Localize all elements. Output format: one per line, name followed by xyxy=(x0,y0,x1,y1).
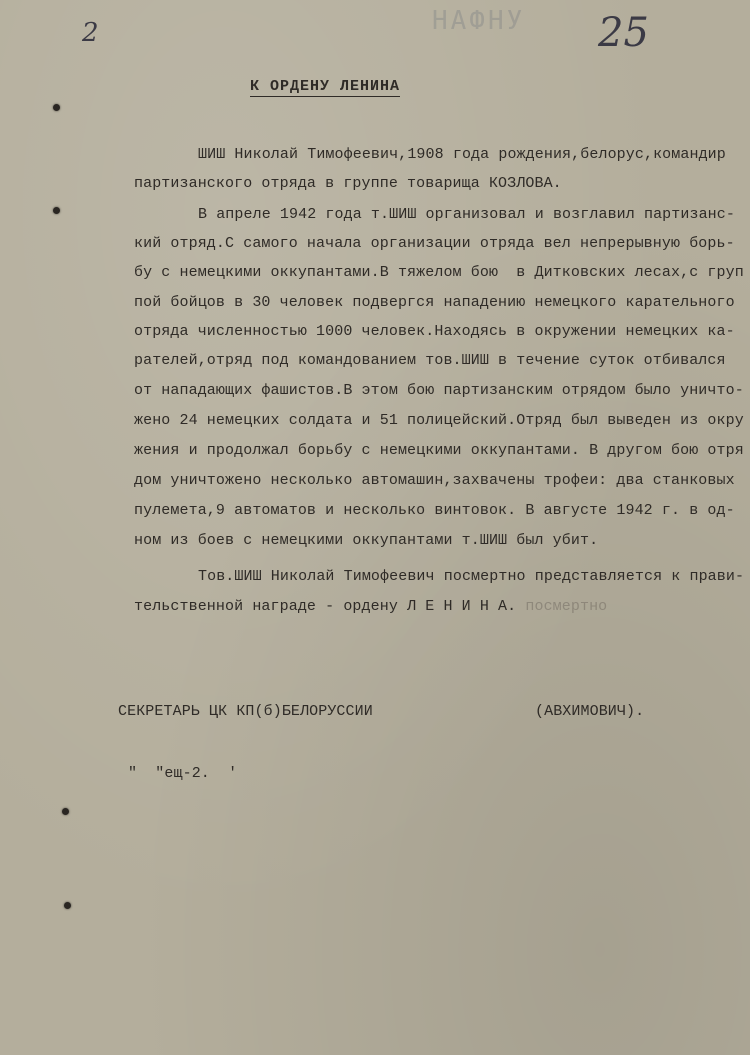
signature-position: СЕКРЕТАРЬ ЦК КП(б)БЕЛОРУССИИ xyxy=(118,703,373,720)
punch-hole xyxy=(53,104,60,111)
text-line: рателей,отряд под командованием тов.ШИШ в течение суток отбивался xyxy=(134,352,726,369)
text-line: В апреле 1942 года т.ШИШ организовал и возглавил партизанс- xyxy=(198,206,735,223)
text-line: ШИШ Николай Тимофеевич,1908 года рождения,белорус,командир xyxy=(198,146,726,163)
handwritten-page-number: 25 xyxy=(598,10,649,56)
text-line: пулемета,9 автоматов и несколько винтовок. В августе 1942 г. в од- xyxy=(134,502,735,519)
document-title: К ОРДЕНУ ЛЕНИНА xyxy=(250,78,401,95)
text-line: от нападающих фашистов.В этом бою партизанским отрядом было уничто- xyxy=(134,382,744,399)
handwritten-page-mark: 2 xyxy=(82,18,99,48)
text-line: Тов.ШИШ Николай Тимофеевич посмертно представляется к прави- xyxy=(198,568,745,585)
punch-hole xyxy=(64,902,71,909)
text-line: жения и продолжал борьбу с немецкими оккупантами. В другом бою отря xyxy=(134,442,744,459)
text-line: отряда численностью 1000 человек.Находясь в окружении немецких ка- xyxy=(134,323,735,340)
text-line: бу с немецкими оккупантами.В тяжелом бою в Дитковских лесах,с груп xyxy=(134,264,744,281)
text-line: ном из боев с немецкими оккупантами т.ШИШ был убит. xyxy=(134,532,599,549)
footer-mark: " "ещ-2. ' xyxy=(128,765,238,782)
text-line: жено 24 немецких солдата и 51 полицейский.Отряд был выведен из окру xyxy=(134,412,744,429)
text-line: дом уничтожено несколько автомашин,захвачены трофеи: два станковых xyxy=(134,472,735,489)
text-line xyxy=(134,598,607,615)
punch-hole xyxy=(53,207,60,214)
text-line: партизанского отряда в группе товарища КОЗЛОВА. xyxy=(134,175,562,192)
signature-name: (АВХИМОВИЧ). xyxy=(535,703,645,720)
text-line: кий отряд.С самого начала организации отряда вел непрерывную борь- xyxy=(134,235,735,252)
award-line-text: тельственной награде - ордену Л Е Н И Н А. xyxy=(134,598,517,615)
faded-stamp: НАФНУ xyxy=(432,6,526,36)
faded-text: посмертно xyxy=(525,598,608,615)
punch-hole xyxy=(62,808,69,815)
text-line: пой бойцов в 30 человек подвергся нападению немецкого карательного xyxy=(134,294,735,311)
